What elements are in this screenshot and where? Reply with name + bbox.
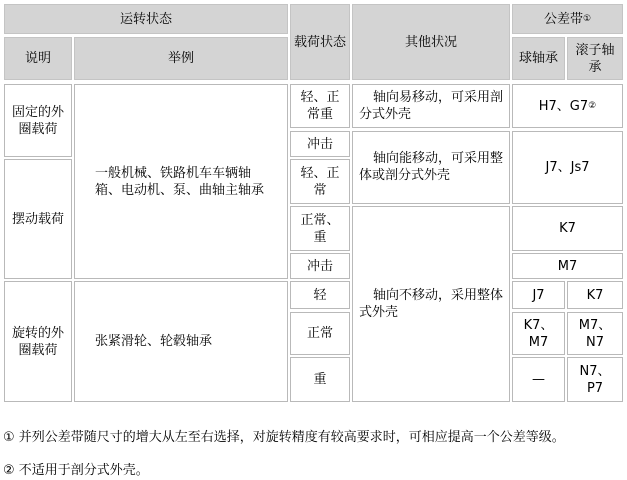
load-light-normal-heavy: 轻、正常重 [290,84,350,128]
header-operating-condition: 运转状态 [4,4,288,34]
header-other-conditions: 其他状况 [352,4,510,80]
tolerance-k7-swing: K7 [512,206,623,251]
description-fixed-outer-load: 固定的外圈载荷 [4,84,72,157]
header-example: 举例 [74,37,288,80]
load-light: 轻 [290,281,350,309]
load-light-normal: 轻、正常 [290,159,350,204]
header-roller-bearing: 滚子轴承 [567,37,623,80]
other-axial-easy-move: 轴向易移动，可采用剖分式外壳 [352,84,510,128]
load-normal: 正常 [290,312,350,355]
load-impact-1: 冲击 [290,131,350,157]
other-axial-no-move: 轴向不移动，采用整体式外壳 [352,206,510,402]
tolerance-j7-js7: J7、Js7 [512,131,623,204]
tolerance-k7-m7-ball: K7、M7 [512,312,565,355]
load-normal-heavy: 正常、重 [290,206,350,251]
example-tension-pulley: 张紧滑轮、轮毂轴承 [74,281,288,402]
load-impact-2: 冲击 [290,253,350,279]
footnote-2: ② 不适用于剖分式外壳。 [3,463,149,478]
tolerance-dash-ball: — [512,357,565,402]
example-general-machinery: 一般机械、铁路机车车辆轴箱、电动机、泵、曲轴主轴承 [74,84,288,279]
other-axial-can-move: 轴向能移动，可采用整体或剖分式外壳 [352,131,510,204]
description-swing-load: 摆动载荷 [4,159,72,279]
tolerance-m7: M7 [512,253,623,279]
tolerance-k7-roller: K7 [567,281,623,309]
header-description: 说明 [4,37,72,80]
tolerance-zone-label: 公差带 [543,11,583,27]
footnote-1: ① 并列公差带随尺寸的增大从左至右选择，对旋转精度有较高要求时，可相应提高一个公差等级。 [3,430,565,445]
load-heavy: 重 [290,357,350,402]
tolerance-h7-g7-label: H7、G7 [538,98,589,114]
header-ball-bearing: 球轴承 [512,37,565,80]
description-rotating-outer-load: 旋转的外圈载荷 [4,281,72,402]
tolerance-h7-g7: H7、G7 ② [512,84,623,128]
tolerance-n7-p7-roller: N7、P7 [567,357,623,402]
tolerance-m7-n7-roller: M7、N7 [567,312,623,355]
header-tolerance-zone: 公差带 ① [512,4,623,34]
header-load-state: 载荷状态 [290,4,350,80]
tolerance-j7-ball: J7 [512,281,565,309]
